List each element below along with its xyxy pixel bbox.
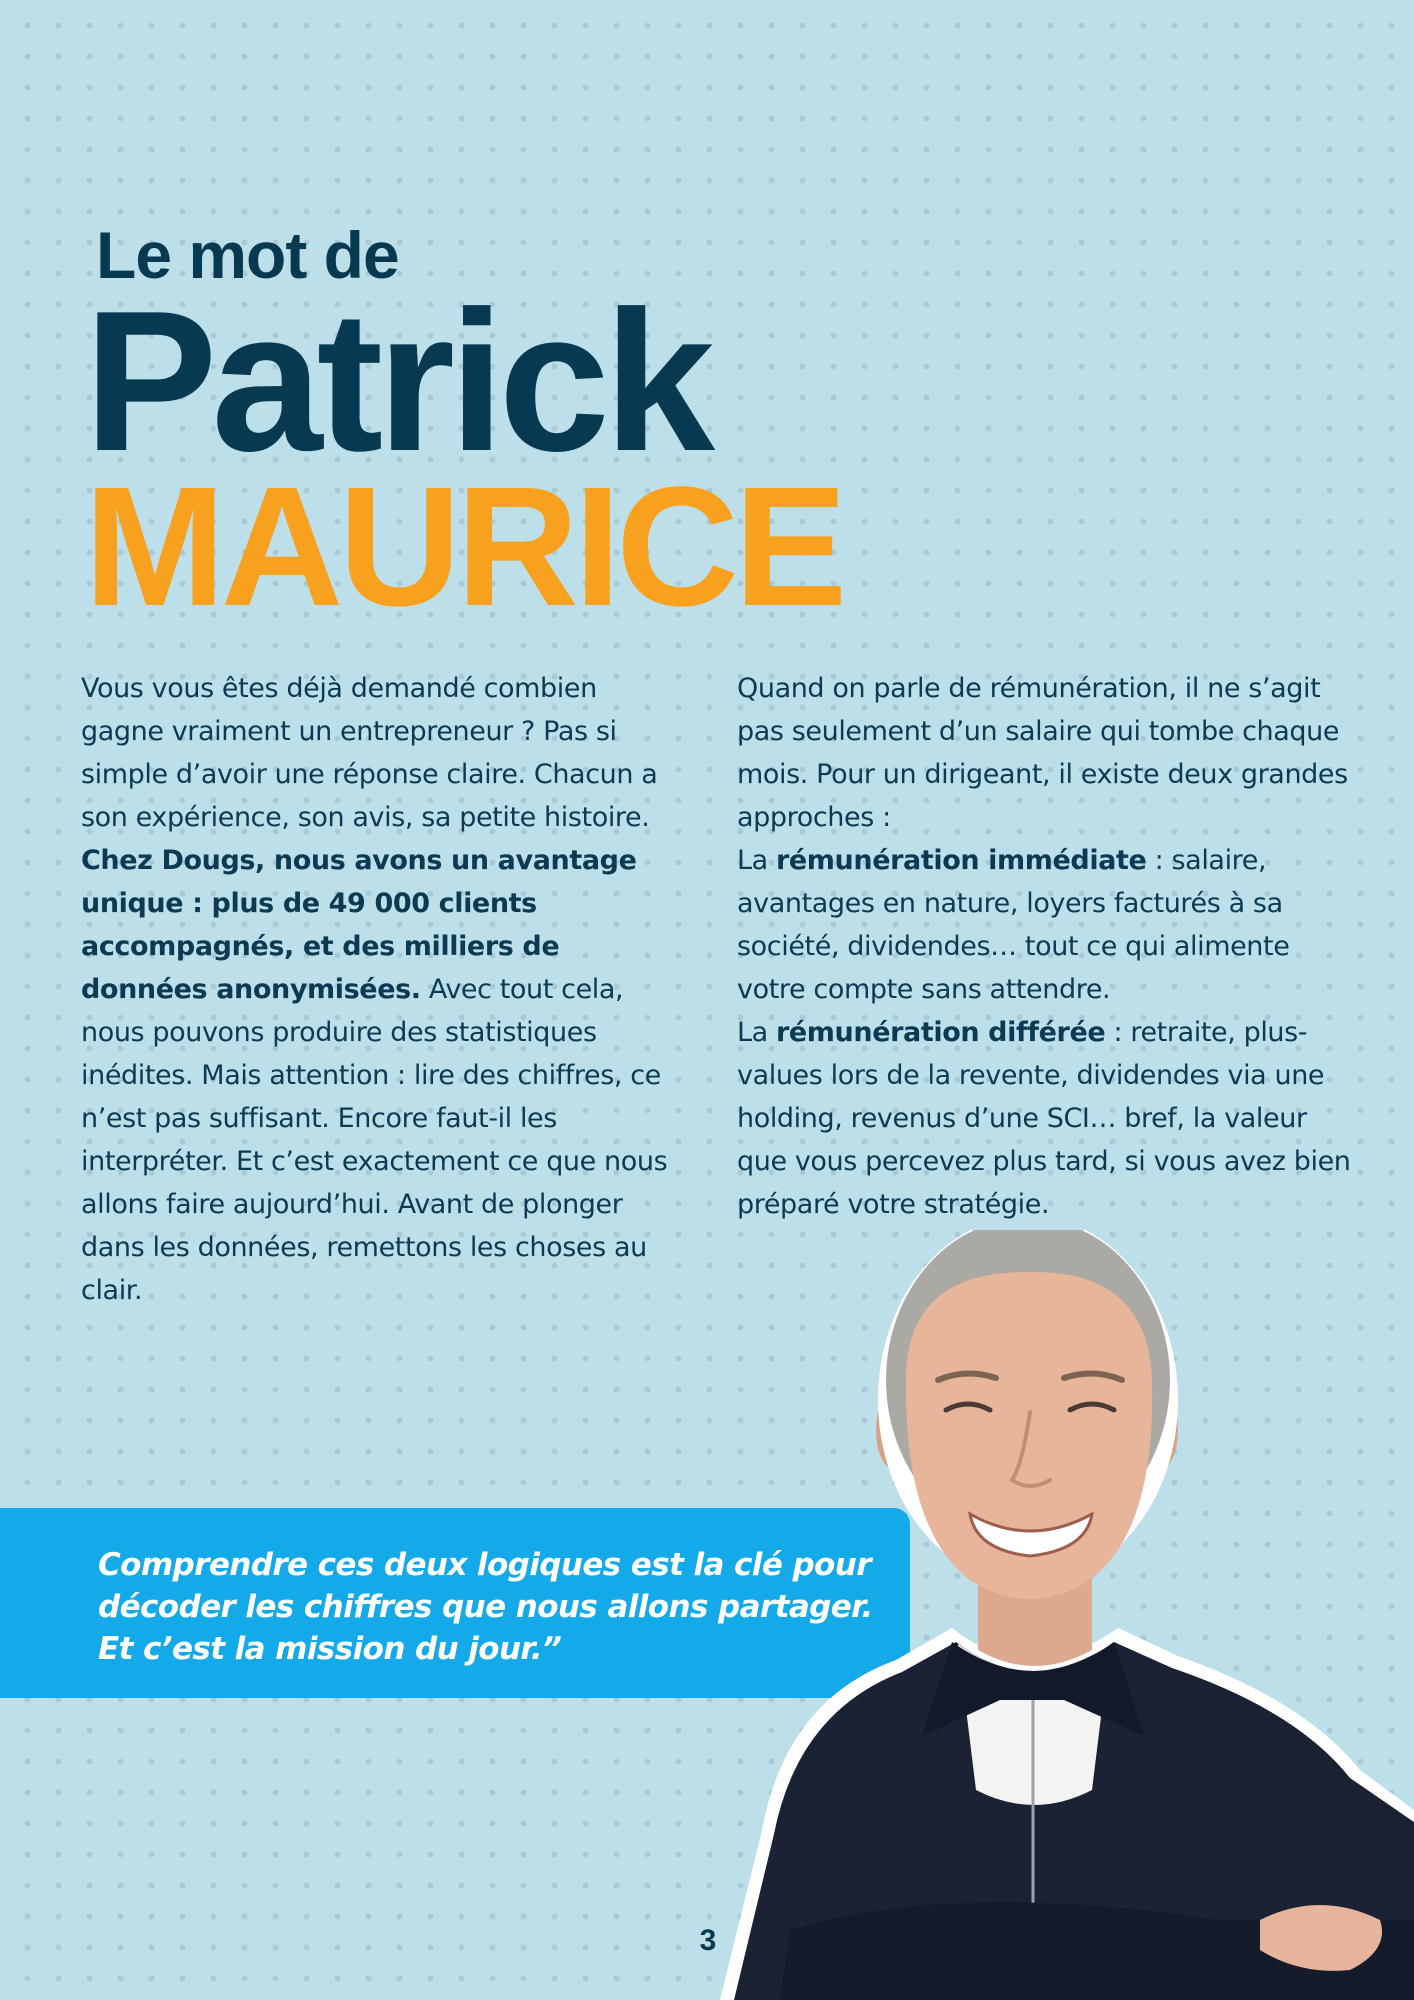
- deferred-term: rémunération différée: [775, 1017, 1106, 1048]
- deferred-prefix: La: [737, 1017, 768, 1048]
- right-intro-paragraph: Quand on parle de rémunération, il ne s’agit pas seulement d’un salaire qui tombe chaque mois. Pour un dirigeant, il existe deux grandes approches :: [737, 673, 1348, 833]
- left-intro-text: Vous vous êtes déjà demandé combien gagne vraiment un entrepreneur ? Pas si simple d’avoir une réponse claire. Chacun a son expérience, son avis, sa petite histoire.: [81, 673, 658, 833]
- immediate-text: : salaire, avantages en nature, loyers facturés à sa société, dividendes… tout ce qui alimente votre compte sans attendre.: [737, 845, 1290, 1005]
- left-highlight-text: Chez Dougs, nous avons un avantage unique : plus de 49 000 clients accompagnés, et des milliers de données anonymisées.: [81, 845, 637, 1005]
- deferred-paragraph: [737, 1011, 1357, 1226]
- deferred-text: : retraite, plus-values lors de la revente, dividendes via une holding, revenus d’une SCI… bref, la valeur que vous percevez plus tard, si vous avez bien préparé votre stratégie.: [737, 1017, 1351, 1220]
- heading-kicker: Le mot de: [96, 218, 399, 292]
- heading-first-name: Patrick: [84, 270, 710, 493]
- immediate-prefix: La: [737, 845, 768, 876]
- quote-line: décoder les chiffres que nous allons partager.: [98, 1589, 873, 1625]
- left-paragraph: [81, 667, 681, 1312]
- right-column: [737, 667, 1357, 1226]
- heading-last-name: MAURICE: [84, 452, 843, 642]
- left-column: [81, 667, 681, 1312]
- immediate-paragraph: [737, 839, 1357, 1011]
- left-outro-text: Avec tout cela, nous pouvons produire des statistiques inédites. Mais attention : lire des chiffres, ce n’est pas suffisant. Encore faut-il les interpréter. Et c’est exactement ce que nous allons faire aujourd’hui. Avant de plonger dans les données, remettons les choses au clair.: [81, 974, 668, 1306]
- quote-line: Et c’est la mission du jour.”: [98, 1631, 562, 1667]
- page-number: 3: [699, 1924, 717, 1957]
- immediate-term: rémunération immédiate: [775, 845, 1147, 876]
- quote-line: Comprendre ces deux logiques est la clé pour: [98, 1547, 871, 1583]
- portrait-photo: [700, 1230, 1414, 2000]
